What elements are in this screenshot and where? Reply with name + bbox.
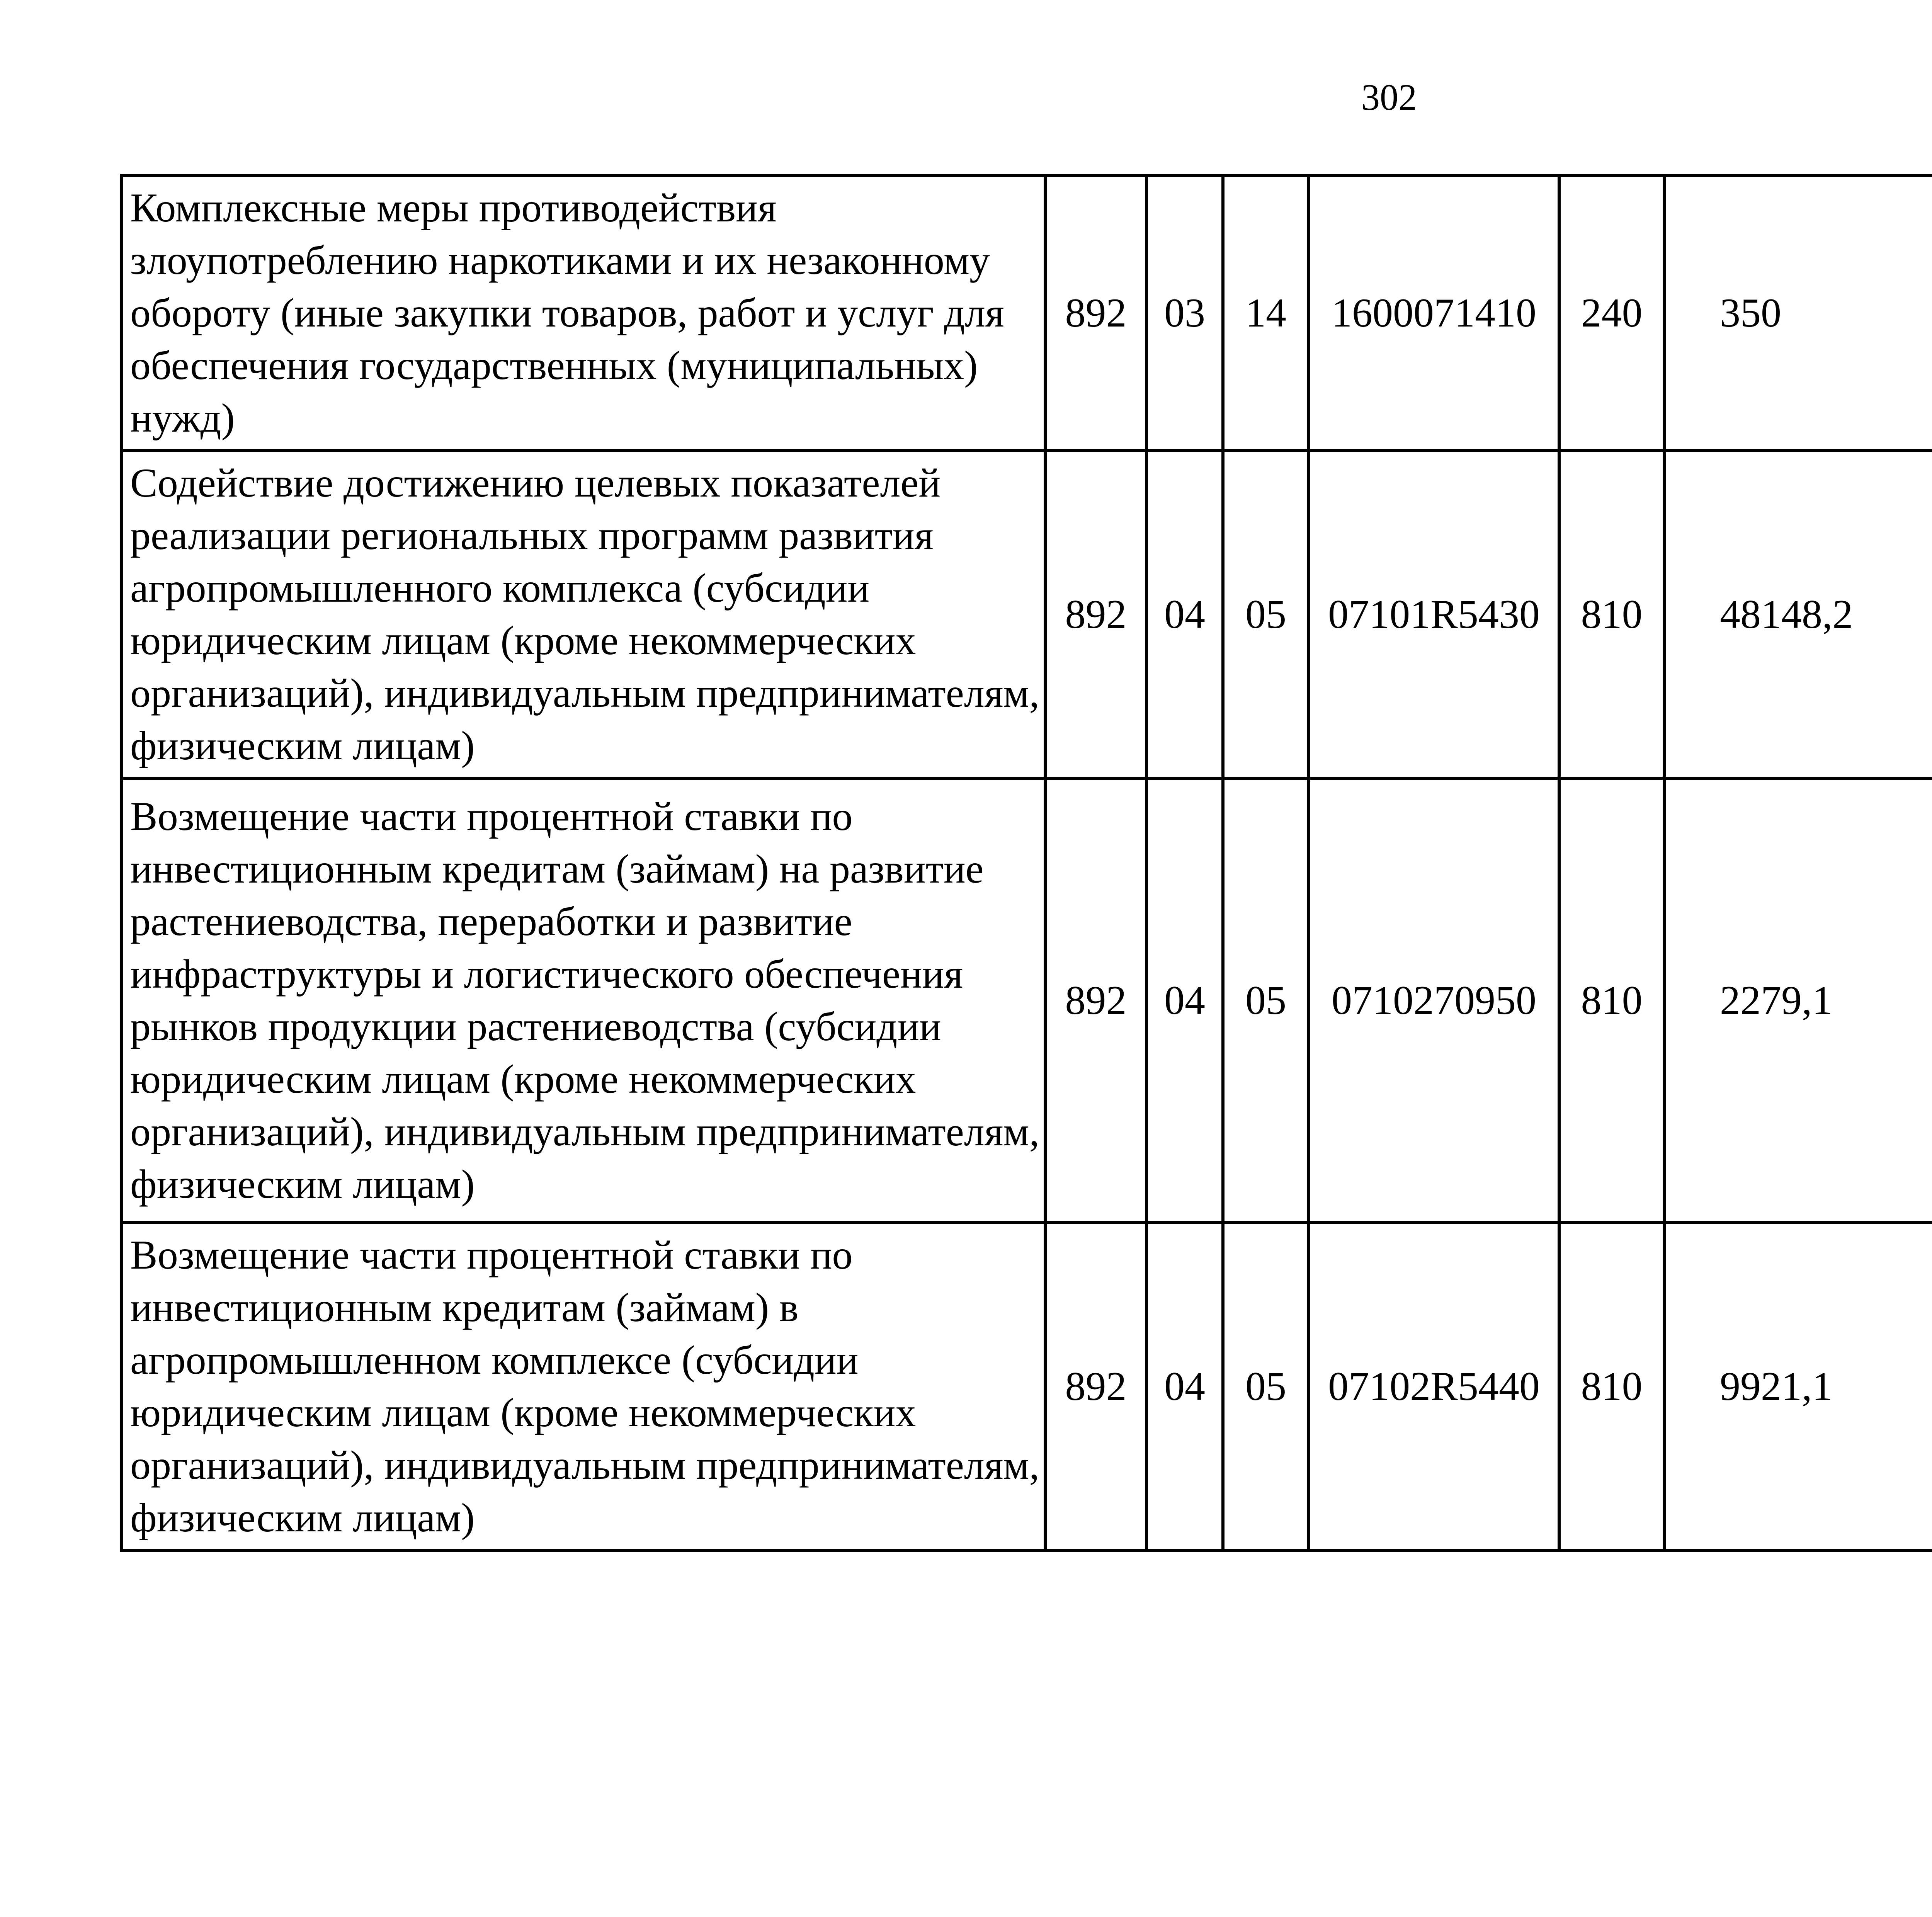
table-row [122, 451, 1932, 778]
row-description: Возмещение части процентной ставки по инвестиционным кредитам (займам) в агропромышленном комплексе (субсидии юридическим лицам (кроме некоммерческих организаций), индивидуальным предпринимателям, физическим лицам) [122, 1223, 1045, 1550]
ministry-code: 892 [1045, 778, 1146, 1223]
amount-year-1: 9921,1 [1664, 1223, 1932, 1550]
target-article-code: 0710270950 [1309, 778, 1559, 1223]
subsection-code: 14 [1223, 175, 1309, 451]
section-code: 03 [1146, 175, 1223, 451]
target-article-code: 1600071410 [1309, 175, 1559, 451]
subsection-code: 05 [1223, 1223, 1309, 1550]
row-description: Возмещение части процентной ставки по инвестиционным кредитам (займам) на развитие растениеводства, переработки и развитие инфраструктуры и логистического обеспечения рынков продукции растениеводства (субсидии юридическим лицам (кроме некоммерческих организаций), индивидуальным предпринимателям, физическим лицам) [122, 778, 1045, 1223]
budget-table [120, 174, 1932, 1552]
amount-year-1: 350 [1664, 175, 1932, 451]
row-description: Комплексные меры противодействия злоупотреблению наркотиками и их незаконному обороту (иные закупки товаров, работ и услуг для обеспечения государственных (муниципальных) нужд) [122, 175, 1045, 451]
expense-type-code: 810 [1559, 451, 1664, 778]
target-article-code: 07102R5440 [1309, 1223, 1559, 1550]
subsection-code: 05 [1223, 778, 1309, 1223]
expense-type-code: 240 [1559, 175, 1664, 451]
row-description: Содействие достижению целевых показателей реализации региональных программ развития агропромышленного комплекса (субсидии юридическим лицам (кроме некоммерческих организаций), индивидуальным предпринимателям, физическим лицам) [122, 451, 1045, 778]
ministry-code: 892 [1045, 1223, 1146, 1550]
ministry-code: 892 [1045, 451, 1146, 778]
target-article-code: 07101R5430 [1309, 451, 1559, 778]
expense-type-code: 810 [1559, 1223, 1664, 1550]
table-row [122, 1223, 1932, 1550]
page-number: 302 [1361, 77, 1417, 118]
section-code: 04 [1146, 778, 1223, 1223]
ministry-code: 892 [1045, 175, 1146, 451]
amount-year-1: 48148,2 [1664, 451, 1932, 778]
amount-year-1: 2279,1 [1664, 778, 1932, 1223]
section-code: 04 [1146, 451, 1223, 778]
table-row [122, 175, 1932, 451]
subsection-code: 05 [1223, 451, 1309, 778]
section-code: 04 [1146, 1223, 1223, 1550]
table-row [122, 778, 1932, 1223]
expense-type-code: 810 [1559, 778, 1664, 1223]
